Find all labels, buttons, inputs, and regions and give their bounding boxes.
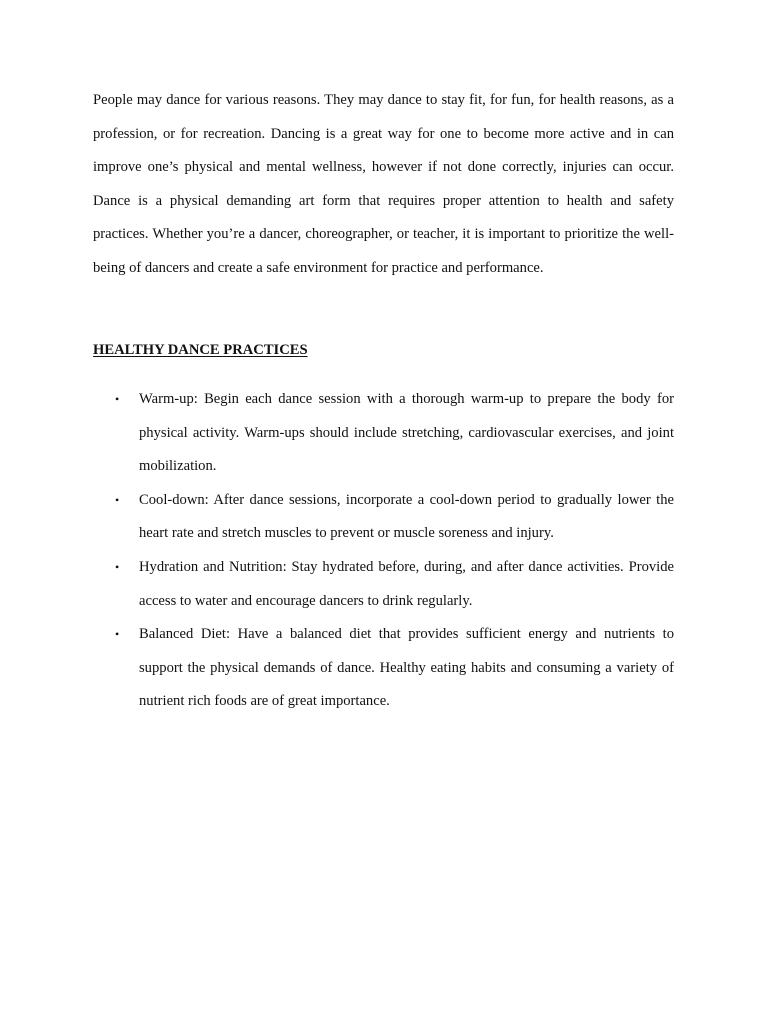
- list-item-hydration: [93, 551, 674, 618]
- bullet-icon: •: [115, 559, 120, 574]
- bullet-icon: •: [115, 392, 120, 406]
- list-item-text: Warm-up: Begin each dance session with a thorough warm-up to prepare the body for physical activity. Warm-ups should include stretching, cardiovascular exercises, and joint mobilization.: [139, 391, 674, 475]
- list-item-warm-up: [93, 383, 674, 484]
- section-heading: HEALTHY DANCE PRACTICES: [93, 342, 308, 358]
- list-item-text: Cool-down: After dance sessions, incorporate a cool-down period to gradually lower the heart rate and stretch muscles to prevent or muscle soreness and injury.: [139, 491, 674, 542]
- list-item-text: Balanced Diet: Have a balanced diet that provides sufficient energy and nutrients to support the physical demands of dance. Healthy eating habits and consuming a variety of nutrient rich foods are of great importance.: [139, 626, 674, 710]
- intro-paragraph: People may dance for various reasons. They may dance to stay fit, for fun, for health reasons, as a profession, or for recreation. Dancing is a great way for one to become more active and in can improve one’s physical and mental wellness, however if not done correctly, injuries can occur. Dance is a physical demanding art form that requires proper attention to health and safety practices. Whether you’re a dancer, choreographer, or teacher, it is important to prioritize the well-being of dancers and create a safe environment for practice and performance.: [93, 92, 674, 276]
- list-item-balanced-diet: [93, 618, 674, 719]
- list-item-cool-down: [93, 484, 674, 551]
- bullet-icon: •: [115, 492, 120, 507]
- bullet-icon: •: [115, 627, 120, 642]
- list-item-text: Hydration and Nutrition: Stay hydrated before, during, and after dance activities. Provide access to water and encourage dancers to drink regularly.: [139, 558, 674, 609]
- practices-list: [93, 383, 674, 719]
